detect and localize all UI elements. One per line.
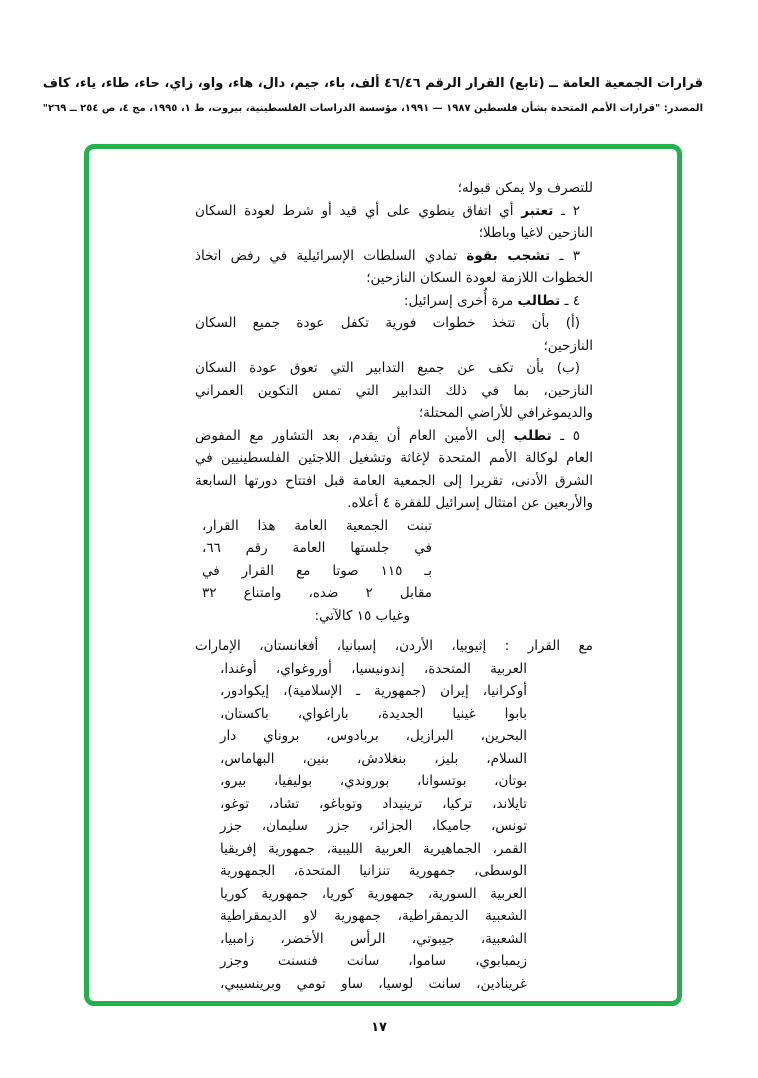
text-line [220, 883, 527, 906]
text-line [220, 973, 527, 996]
text-line [195, 447, 593, 470]
text-segment: مرة أُخرى إسرائيل: [403, 292, 518, 309]
text-segment: أوكرانيا، إيران (جمهورية ـ الإسلامية)، إيكوادور، [220, 683, 527, 699]
text-segment: الشرق الأدنى، تقريرا إلى الجمعية العامة قبل افتتاح دورتها السابعة [195, 472, 593, 489]
text-line [220, 838, 527, 861]
text-segment: العربية المتحدة، إندونيسيا، أوروغواي، أوغندا، [220, 660, 527, 677]
text-line [195, 222, 593, 245]
text-line [220, 748, 527, 771]
text-segment: الشعبية الديمقراطية، جمهورية لاو الديمقراطية [220, 908, 527, 924]
text-line [220, 815, 527, 838]
text-segment: بوتان، بوتسوانا، بوروندي، بوليفيا، بيرو، [220, 773, 527, 789]
text-column [195, 177, 593, 995]
text-segment: ٢ ـ [553, 202, 580, 219]
text-line [202, 560, 432, 583]
text-segment: زيمبابوي، ساموا، سانت فنسنت وجزر [220, 953, 527, 969]
text-segment: السلام، بليز، بنغلادش، بنين، البهاماس، [220, 750, 527, 767]
text-line [220, 860, 527, 883]
text-line [195, 357, 593, 380]
text-line [220, 905, 527, 928]
text-segment: بابوا غينيا الجديدة، باراغواي، باكستان، [220, 705, 527, 722]
text-segment: والأربعين عن امتثال إسرائيل للفقرة ٤ أعلاه. [347, 495, 593, 511]
text-segment: للتصرف ولا يمكن قبوله؛ [457, 180, 593, 196]
page-number: ١٧ [371, 1020, 387, 1035]
text-line [202, 515, 432, 538]
text-segment: في جلستها العامة رقم ٦٦، [202, 540, 432, 556]
text-line [195, 177, 593, 200]
text-segment: غرينادين، سانت لوسيا، ساو تومي وبرينسيبي، [220, 975, 527, 992]
text-line [202, 582, 432, 605]
text-line [195, 290, 593, 313]
document-title: قرارات الجمعية العامة ــ (تابع) القرار الرقم ٤٦/٤٦ ألف، باء، جيم، دال، هاء، واو، زاي، حاء، طاء، ياء، كاف [42, 76, 703, 91]
text-line [220, 770, 527, 793]
text-segment: العام لوكالة الأمم المتحدة لإغاثة وتشغيل اللاجئين الفلسطينيين في [195, 450, 593, 466]
text-line [195, 312, 593, 335]
countries-in-favour-list [195, 635, 593, 995]
emphasized-text: تطلب [513, 427, 552, 444]
text-line [220, 658, 527, 681]
text-segment: بـ ١١٥ صوتا مع القرار في [202, 562, 432, 579]
text-segment: العربية السورية، جمهورية كوريا، جمهورية كوريا [220, 885, 527, 902]
text-segment: مع القرار : [486, 638, 593, 654]
emphasized-text: تطالب [517, 292, 561, 309]
text-line [220, 793, 527, 816]
text-segment: إثيوبيا، الأردن، إسبانيا، أفغانستان، الإمارات [195, 638, 487, 654]
text-segment: ٥ ـ [551, 427, 580, 444]
text-segment: أي اتفاق ينطوي على أي قيد أو شرط لعودة السكان [195, 202, 522, 219]
text-line [220, 928, 527, 951]
resolution-paragraphs [195, 177, 593, 515]
text-segment: النازحين لاغيا وباطلا؛ [478, 225, 593, 241]
text-line [220, 703, 527, 726]
text-segment: النازحين؛ [543, 337, 593, 354]
text-line [202, 605, 432, 628]
emphasized-text: تعتبر [521, 202, 554, 219]
text-segment: القمر، الجماهيرية العربية الليبية، جمهورية إفريقيا [220, 840, 527, 857]
emphasized-text: تشجب بقوة [466, 247, 551, 264]
text-segment: وغياب ١٥ كالآتي: [314, 607, 410, 624]
text-line [195, 470, 593, 493]
text-line [195, 245, 593, 268]
text-segment: ٣ ـ [550, 247, 580, 264]
text-segment: الشعبية، جيبوتي، الرأس الأخضر، زامبيا، [220, 930, 527, 947]
text-segment: مقابل ٢ ضده، وامتناع ٣٢ [202, 585, 433, 601]
text-segment: ٤ ـ [560, 292, 580, 309]
text-line [195, 335, 593, 358]
text-segment: والديموغرافي للأراضي المحتلة؛ [418, 405, 593, 421]
text-line [220, 725, 527, 748]
text-line [195, 200, 593, 223]
text-segment: تونس، جاميكا، الجزائر، جزر سليمان، جزر [220, 818, 527, 834]
text-segment: البحرين، البرازيل، بربادوس، بروناي دار [220, 728, 527, 744]
text-line [195, 402, 593, 425]
text-segment: (ب) بأن تكف عن جميع التدابير التي تعوق عودة السكان [195, 360, 580, 376]
text-segment: تمادي السلطات الإسرائيلية في رفض اتخاذ [195, 247, 467, 264]
text-segment: النازحين، بما في ذلك التدابير التي تمس التكوين العمراني [195, 382, 593, 399]
text-segment: الخطوات اللازمة لعودة السكان النازحين؛ [366, 270, 593, 286]
text-segment: (أ) بأن تتخذ خطوات فورية تكفل عودة جميع السكان [195, 315, 580, 331]
page-header [42, 74, 703, 116]
vote-recap-block [202, 515, 432, 628]
text-line [195, 635, 593, 658]
source-citation: المصدر: "قرارات الأمم المتحدة بشأن فلسطين ١٩٨٧ — ١٩٩١، مؤسسة الدراسات الفلسطينية، بيروت، ط ١، ١٩٩٥، مج ٤، ص ٢٥٤ ــ ٢٦٩" [42, 103, 703, 114]
text-segment: الوسطى، جمهورية تنزانيا المتحدة، الجمهورية [220, 863, 527, 879]
content-frame [84, 144, 682, 1006]
text-line [195, 492, 593, 515]
text-segment: إلى الأمين العام أن يقدم، بعد التشاور مع المفوض [195, 427, 514, 444]
text-line [195, 425, 593, 448]
text-line [202, 537, 432, 560]
text-segment: تايلاند، تركيا، ترينيداد وتوباغو، تشاد، توغو، [220, 795, 527, 812]
text-segment: تبنت الجمعية العامة هذا القرار، [202, 517, 432, 534]
text-line [220, 950, 527, 973]
text-line [220, 680, 527, 703]
text-line [195, 267, 593, 290]
text-line [195, 380, 593, 403]
